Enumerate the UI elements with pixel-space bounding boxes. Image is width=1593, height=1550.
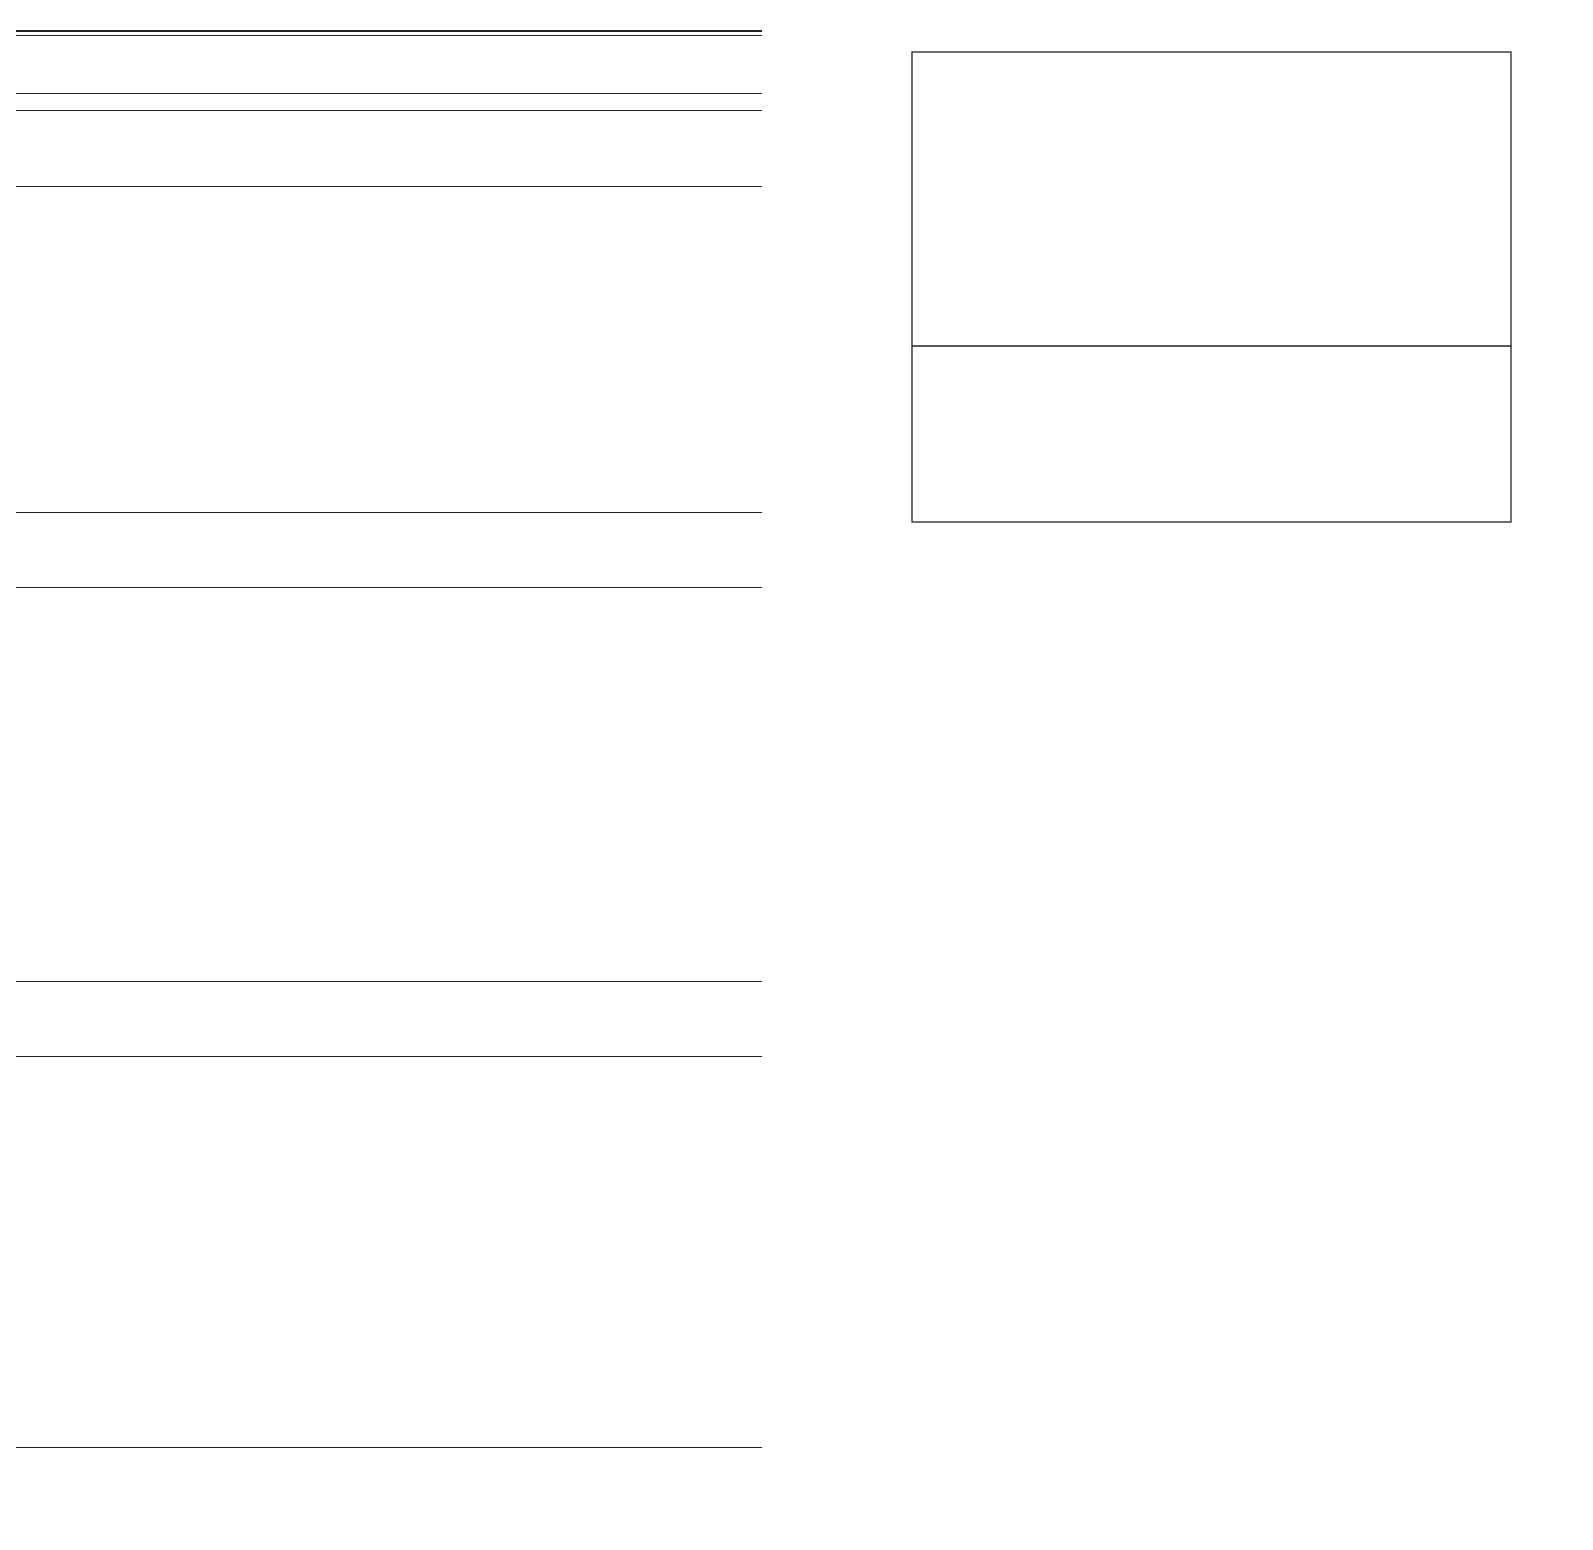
table-top-rule: [16, 30, 762, 32]
section-rule: [16, 186, 762, 187]
section-end-rule: [16, 981, 762, 982]
section-rule: [16, 1056, 762, 1057]
header-rule-2: [16, 110, 762, 111]
section-end-rule: [16, 512, 762, 513]
top-panel-frame: [912, 52, 1511, 346]
header-rule: [16, 93, 762, 94]
section-rule: [16, 587, 762, 588]
glitch-model-figure: [815, 40, 1535, 600]
table-top-rule-2: [16, 35, 762, 36]
bottom-panel-frame: [912, 346, 1511, 522]
table-bottom-rule: [16, 1447, 762, 1448]
